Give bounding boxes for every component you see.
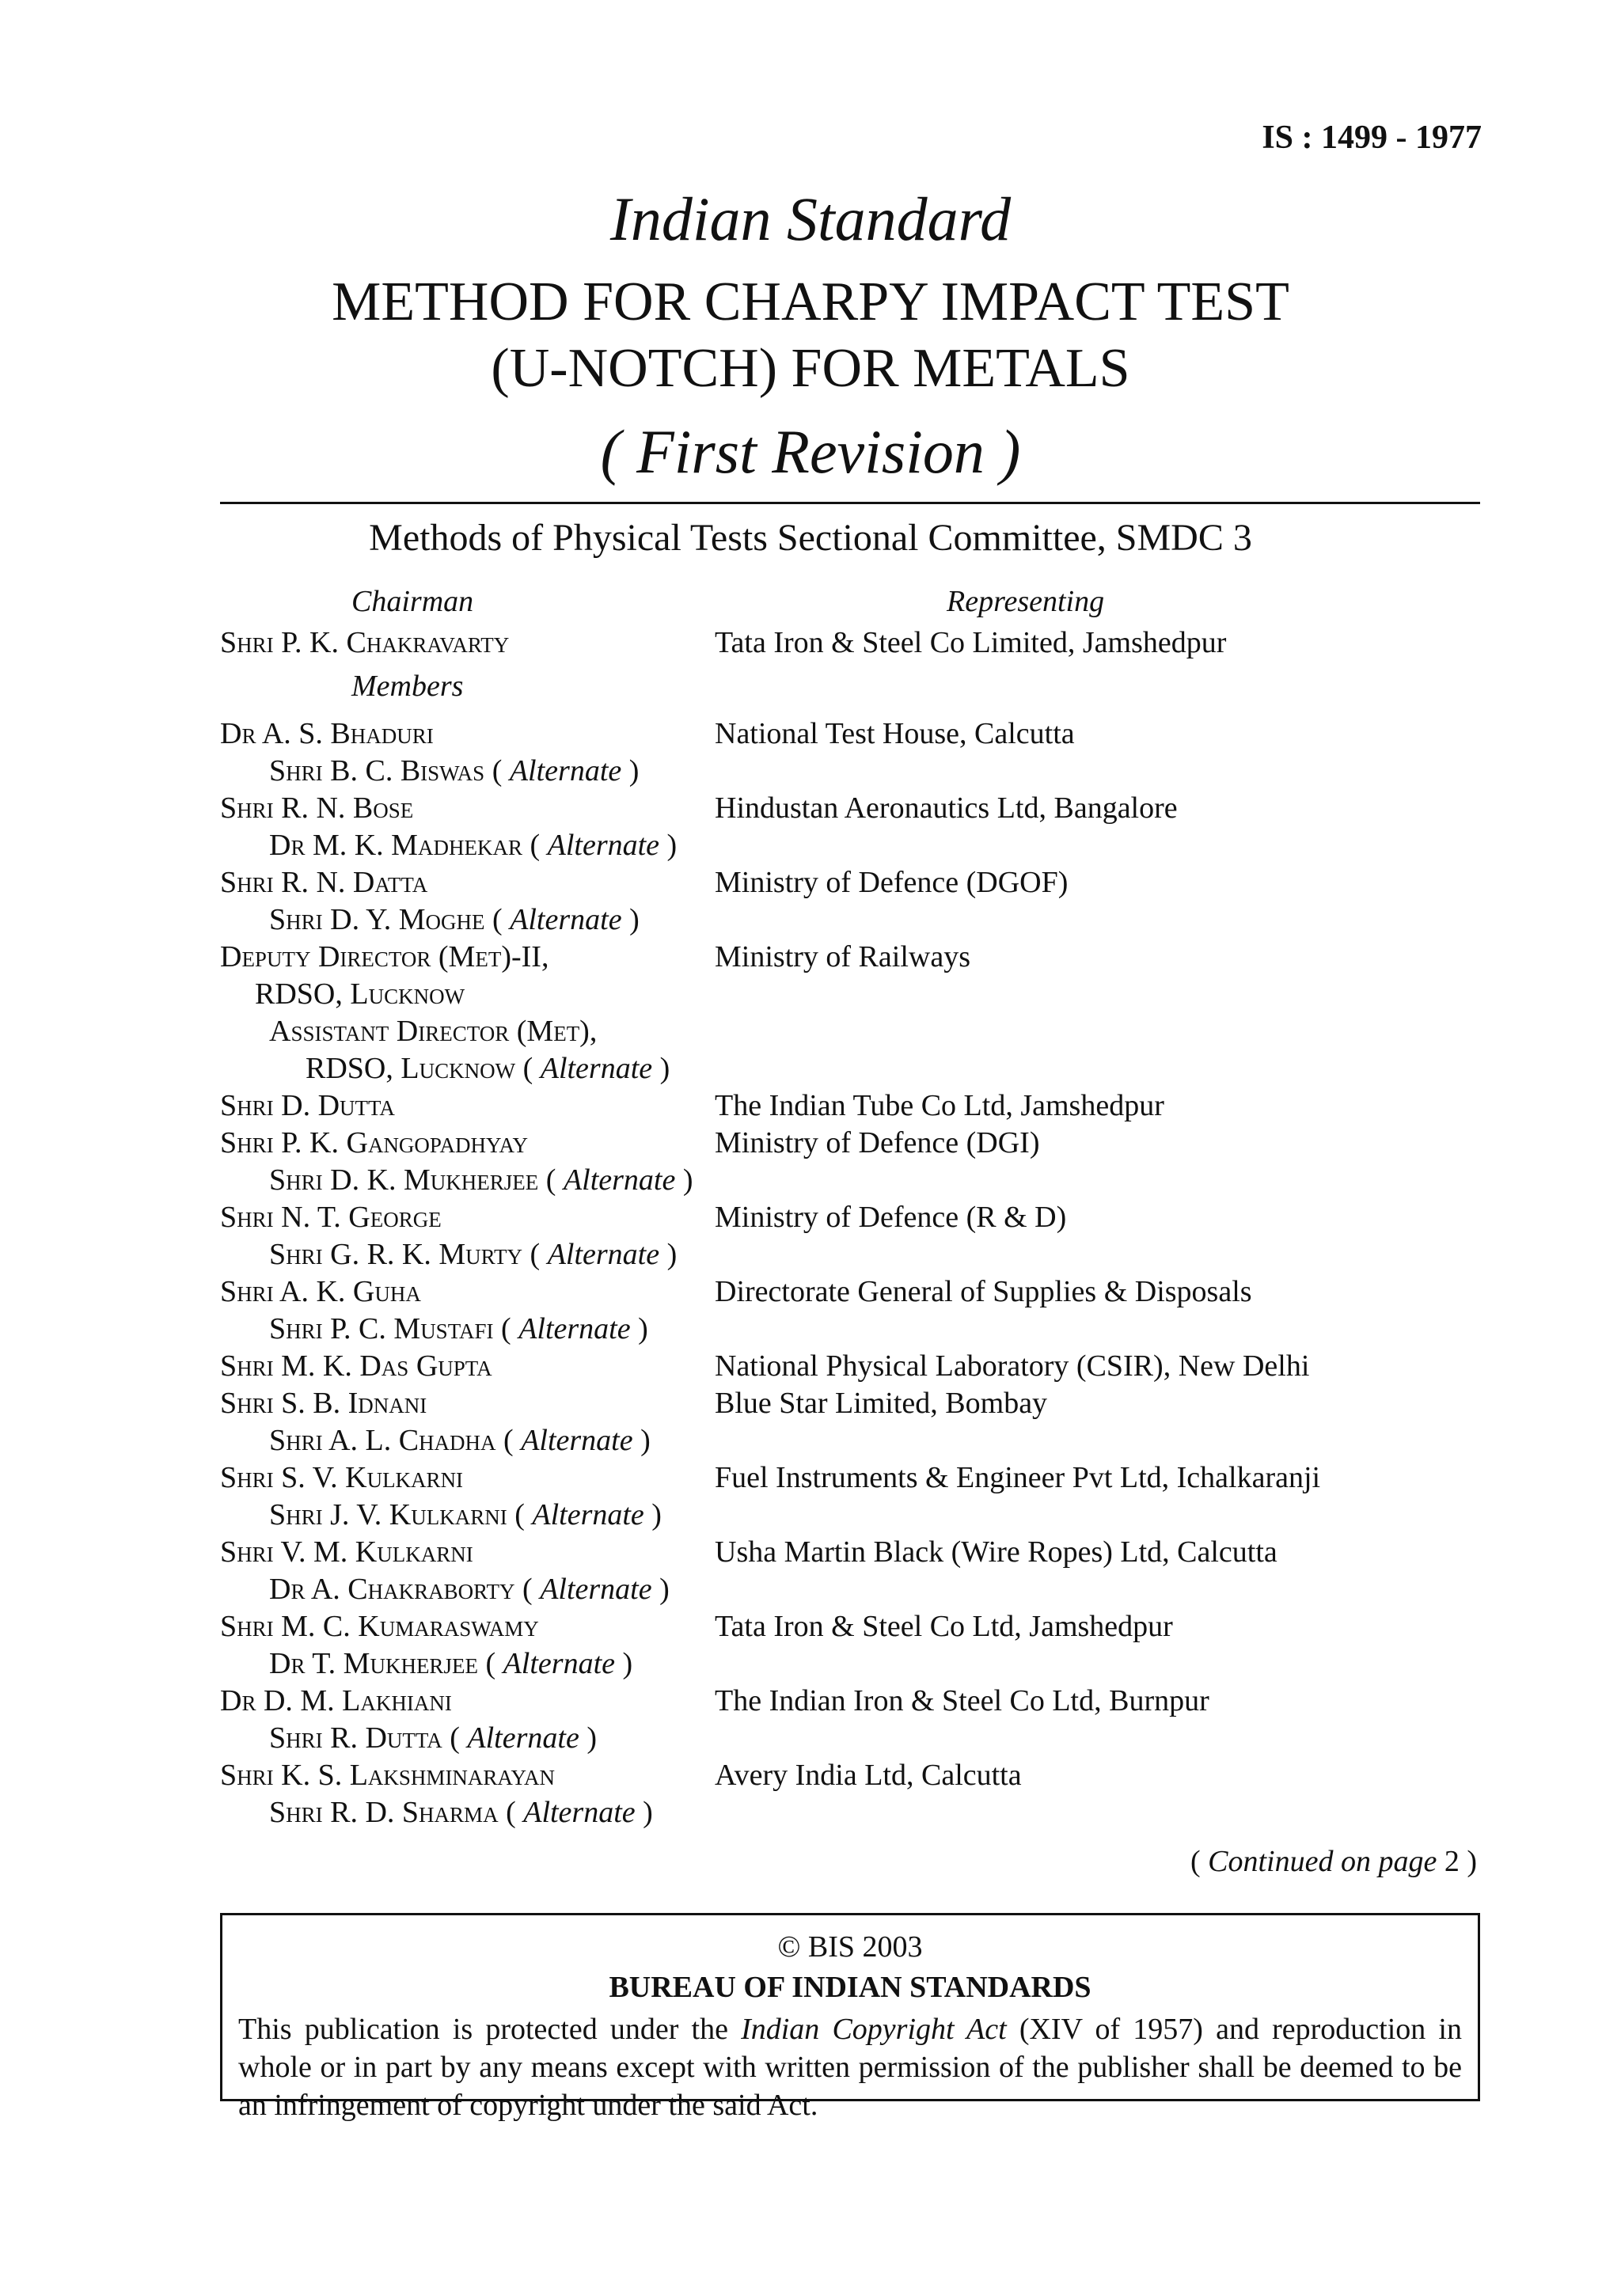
member-name [269, 1014, 597, 1049]
alternate-label: Alternate [510, 903, 622, 936]
copyright-line: © BIS 2003 [777, 1930, 923, 1964]
alternate-close: ) [615, 1647, 633, 1680]
member-row [220, 1423, 1486, 1460]
notice-part-1: This publication is protected under the [238, 2013, 742, 2046]
alternate-close: ) [643, 1498, 662, 1531]
notice-part-2: (XIV of 1957) and reproduction in whole or in part by any means except with written permission of the publisher shall be deemed to be an infringement of copyright under the said Act. [238, 2013, 1462, 2122]
member-row [220, 1163, 1486, 1200]
continued-prefix: ( [1190, 1845, 1209, 1878]
continued-page: 2 [1444, 1845, 1460, 1878]
alternate-label: Alternate [503, 1647, 615, 1680]
alternate-close: ) [659, 829, 678, 862]
member-name [220, 1088, 395, 1123]
member-row [220, 1758, 1486, 1795]
member-org: Tata Iron & Steel Co Ltd, Jamshedpur [715, 1610, 1173, 1643]
members-heading: Members [351, 670, 464, 703]
member-row [220, 1200, 1486, 1237]
alternate-label: Alternate [518, 1312, 631, 1345]
title-divider [220, 502, 1480, 504]
member-row [220, 1497, 1486, 1535]
copyright-notice [238, 2010, 1462, 2124]
member-name-text: Dr A. Chakraborty [269, 1573, 515, 1606]
member-name [269, 828, 677, 863]
member-name-text: Shri M. C. Kumaraswamy [220, 1610, 539, 1643]
member-name-text: Dr T. Mukherjee [269, 1647, 478, 1680]
member-org: Hindustan Aeronautics Ltd, Bangalore [715, 791, 1178, 825]
member-name [220, 1460, 463, 1495]
standard-number: IS : 1499 - 1977 [1262, 120, 1482, 156]
alternate-label: Alternate [540, 1573, 652, 1606]
alternate-open: ( [484, 903, 511, 936]
members-list [220, 716, 1486, 1832]
continued-note [1190, 1844, 1477, 1879]
alternate-close: ) [579, 1721, 597, 1755]
member-name-text: Dr A. S. Bhaduri [220, 717, 434, 750]
member-org: Directorate General of Supplies & Disposals [715, 1275, 1252, 1308]
alternate-open: ( [515, 1052, 541, 1085]
member-row [220, 1088, 1486, 1125]
member-org: National Test House, Calcutta [715, 717, 1075, 750]
alternate-close: ) [652, 1052, 670, 1085]
alternate-close: ) [621, 754, 640, 787]
chairman-heading: Chairman [351, 585, 474, 618]
member-name [220, 865, 427, 900]
member-name [269, 753, 639, 788]
standard-label: Indian Standard [609, 184, 1012, 253]
member-name [269, 1646, 632, 1681]
member-name-text: Assistant Director (Met), [269, 1015, 598, 1048]
member-name-text: Shri D. K. Mukherjee [269, 1163, 539, 1197]
member-name [220, 1535, 473, 1569]
members-heading-row [220, 662, 1486, 716]
member-name-text: Shri M. K. Das Gupta [220, 1349, 492, 1383]
member-name-text: RDSO, Lucknow [306, 1052, 516, 1085]
document-title-line-1: METHOD FOR CHARPY IMPACT TEST [332, 271, 1289, 332]
member-org: Usha Martin Black (Wire Ropes) Ltd, Calcutta [715, 1535, 1277, 1569]
member-name [220, 1683, 452, 1718]
alternate-label: Alternate [563, 1163, 676, 1197]
member-name [255, 977, 465, 1011]
member-name-text: Shri J. V. Kulkarni [269, 1498, 507, 1531]
alternate-close: ) [630, 1312, 648, 1345]
member-row [220, 1721, 1486, 1758]
member-row [220, 865, 1486, 902]
chairman-name: Shri P. K. Chakravarty [220, 626, 510, 659]
alternate-label: Alternate [523, 1796, 636, 1829]
continued-text: Continued on page [1208, 1845, 1437, 1878]
member-row [220, 1460, 1486, 1497]
alternate-label: Alternate [509, 754, 622, 787]
member-row [220, 1646, 1486, 1683]
alternate-label: Alternate [467, 1721, 579, 1755]
member-name [269, 1721, 597, 1755]
alternate-close: ) [635, 1796, 653, 1829]
member-name-text: Shri V. M. Kulkarni [220, 1535, 473, 1569]
member-name [220, 1125, 528, 1160]
alternate-close: ) [659, 1238, 678, 1271]
document-title-line-2: (U-NOTCH) FOR METALS [491, 338, 1130, 399]
publisher-name: BUREAU OF INDIAN STANDARDS [609, 1971, 1091, 2004]
alternate-open: ( [495, 1424, 522, 1457]
member-name-text: Shri B. C. Biswas [269, 754, 485, 787]
alternate-open: ( [477, 1647, 503, 1680]
alternate-label: Alternate [547, 1238, 660, 1271]
alternate-open: ( [514, 1573, 541, 1606]
member-row [220, 902, 1486, 939]
member-name [269, 1311, 648, 1346]
member-name [220, 1609, 539, 1644]
member-name-text: Shri D. Y. Moghe [269, 903, 485, 936]
member-name [220, 791, 413, 825]
title-block [0, 176, 1621, 495]
member-row [220, 1683, 1486, 1721]
member-name-text: Deputy Director (Met)-II, [220, 940, 549, 973]
member-name-text: Shri K. S. Lakshminarayan [220, 1759, 555, 1792]
continued-suffix: ) [1459, 1845, 1477, 1878]
notice-act-name: Indian Copyright Act [741, 2013, 1007, 2046]
member-row [220, 1051, 1486, 1088]
member-row [220, 1795, 1486, 1832]
member-name [269, 1423, 651, 1458]
member-org: Avery India Ltd, Calcutta [715, 1759, 1022, 1792]
member-row [220, 828, 1486, 865]
member-name-text: RDSO, Lucknow [255, 977, 465, 1011]
member-row [220, 1572, 1486, 1609]
member-org: Ministry of Defence (DGI) [715, 1126, 1040, 1159]
alternate-open: ( [522, 1238, 548, 1271]
roster-header [220, 584, 1486, 625]
member-name-text: Dr D. M. Lakhiani [220, 1684, 452, 1717]
revision-label: ( First Revision ) [600, 417, 1021, 486]
alternate-open: ( [484, 754, 510, 787]
member-row [220, 1535, 1486, 1572]
member-name-text: Shri A. K. Guha [220, 1275, 421, 1308]
chairman-row [220, 625, 1486, 662]
member-row [220, 1609, 1486, 1646]
member-name [269, 1497, 662, 1532]
member-name-text: Shri R. N. Datta [220, 866, 428, 899]
copyright-box [220, 1913, 1480, 2122]
alternate-label: Alternate [532, 1498, 644, 1531]
member-row [220, 1386, 1486, 1423]
member-name-text: Shri G. R. K. Murty [269, 1238, 523, 1271]
member-row [220, 1274, 1486, 1311]
member-name-text: Shri S. B. Idnani [220, 1387, 427, 1420]
alternate-close: ) [651, 1573, 670, 1606]
chairman-org: Tata Iron & Steel Co Limited, Jamshedpur [715, 626, 1227, 659]
member-org: The Indian Iron & Steel Co Ltd, Burnpur [715, 1684, 1209, 1717]
alternate-label: Alternate [521, 1424, 633, 1457]
alternate-open: ( [522, 829, 548, 862]
representing-heading: Representing [947, 585, 1105, 618]
committee-name: Methods of Physical Tests Sectional Committee, SMDC 3 [369, 517, 1252, 559]
member-name [269, 1163, 693, 1197]
member-row [220, 1311, 1486, 1349]
member-name [220, 939, 549, 974]
member-name [269, 1795, 653, 1830]
alternate-close: ) [621, 903, 640, 936]
member-row [220, 939, 1486, 977]
member-row [220, 1125, 1486, 1163]
member-name [269, 1572, 670, 1607]
member-row [220, 977, 1486, 1014]
member-org: Ministry of Defence (DGOF) [715, 866, 1069, 899]
alternate-open: ( [498, 1796, 524, 1829]
member-org: Blue Star Limited, Bombay [715, 1387, 1048, 1420]
member-row [220, 791, 1486, 828]
member-row [220, 1349, 1486, 1386]
alternate-close: ) [632, 1424, 651, 1457]
member-org: Ministry of Defence (R & D) [715, 1201, 1067, 1234]
member-name-text: Shri R. N. Bose [220, 791, 414, 825]
member-org: Fuel Instruments & Engineer Pvt Ltd, Ichalkaranji [715, 1461, 1321, 1494]
alternate-open: ( [538, 1163, 564, 1197]
member-name [220, 716, 434, 751]
member-org: The Indian Tube Co Ltd, Jamshedpur [715, 1089, 1164, 1122]
member-name-text: Shri D. Dutta [220, 1089, 395, 1122]
member-row [220, 753, 1486, 791]
member-name [269, 1237, 677, 1272]
alternate-label: Alternate [540, 1052, 653, 1085]
member-name [269, 902, 640, 937]
member-org: National Physical Laboratory (CSIR), New Delhi [715, 1349, 1310, 1383]
alternate-close: ) [675, 1163, 693, 1197]
alternate-open: ( [507, 1498, 533, 1531]
member-name [220, 1274, 421, 1309]
member-name-text: Shri P. K. Gangopadhyay [220, 1126, 528, 1159]
member-name-text: Shri R. Dutta [269, 1721, 442, 1755]
member-name-text: Shri A. L. Chadha [269, 1424, 496, 1457]
member-name-text: Shri R. D. Sharma [269, 1796, 499, 1829]
member-name-text: Shri N. T. George [220, 1201, 442, 1234]
member-row [220, 716, 1486, 753]
member-name [220, 1349, 492, 1383]
member-name-text: Dr M. K. Madhekar [269, 829, 522, 862]
member-row [220, 1014, 1486, 1051]
alternate-open: ( [442, 1721, 468, 1755]
member-name [220, 1386, 427, 1421]
member-name [220, 1758, 555, 1793]
member-name-text: Shri S. V. Kulkarni [220, 1461, 464, 1494]
member-row [220, 1237, 1486, 1274]
alternate-label: Alternate [547, 829, 660, 862]
member-name [306, 1051, 670, 1086]
member-name-text: Shri P. C. Mustafi [269, 1312, 494, 1345]
member-org: Ministry of Railways [715, 940, 970, 973]
committee-roster [220, 584, 1486, 1832]
alternate-open: ( [493, 1312, 519, 1345]
member-name [220, 1200, 442, 1235]
